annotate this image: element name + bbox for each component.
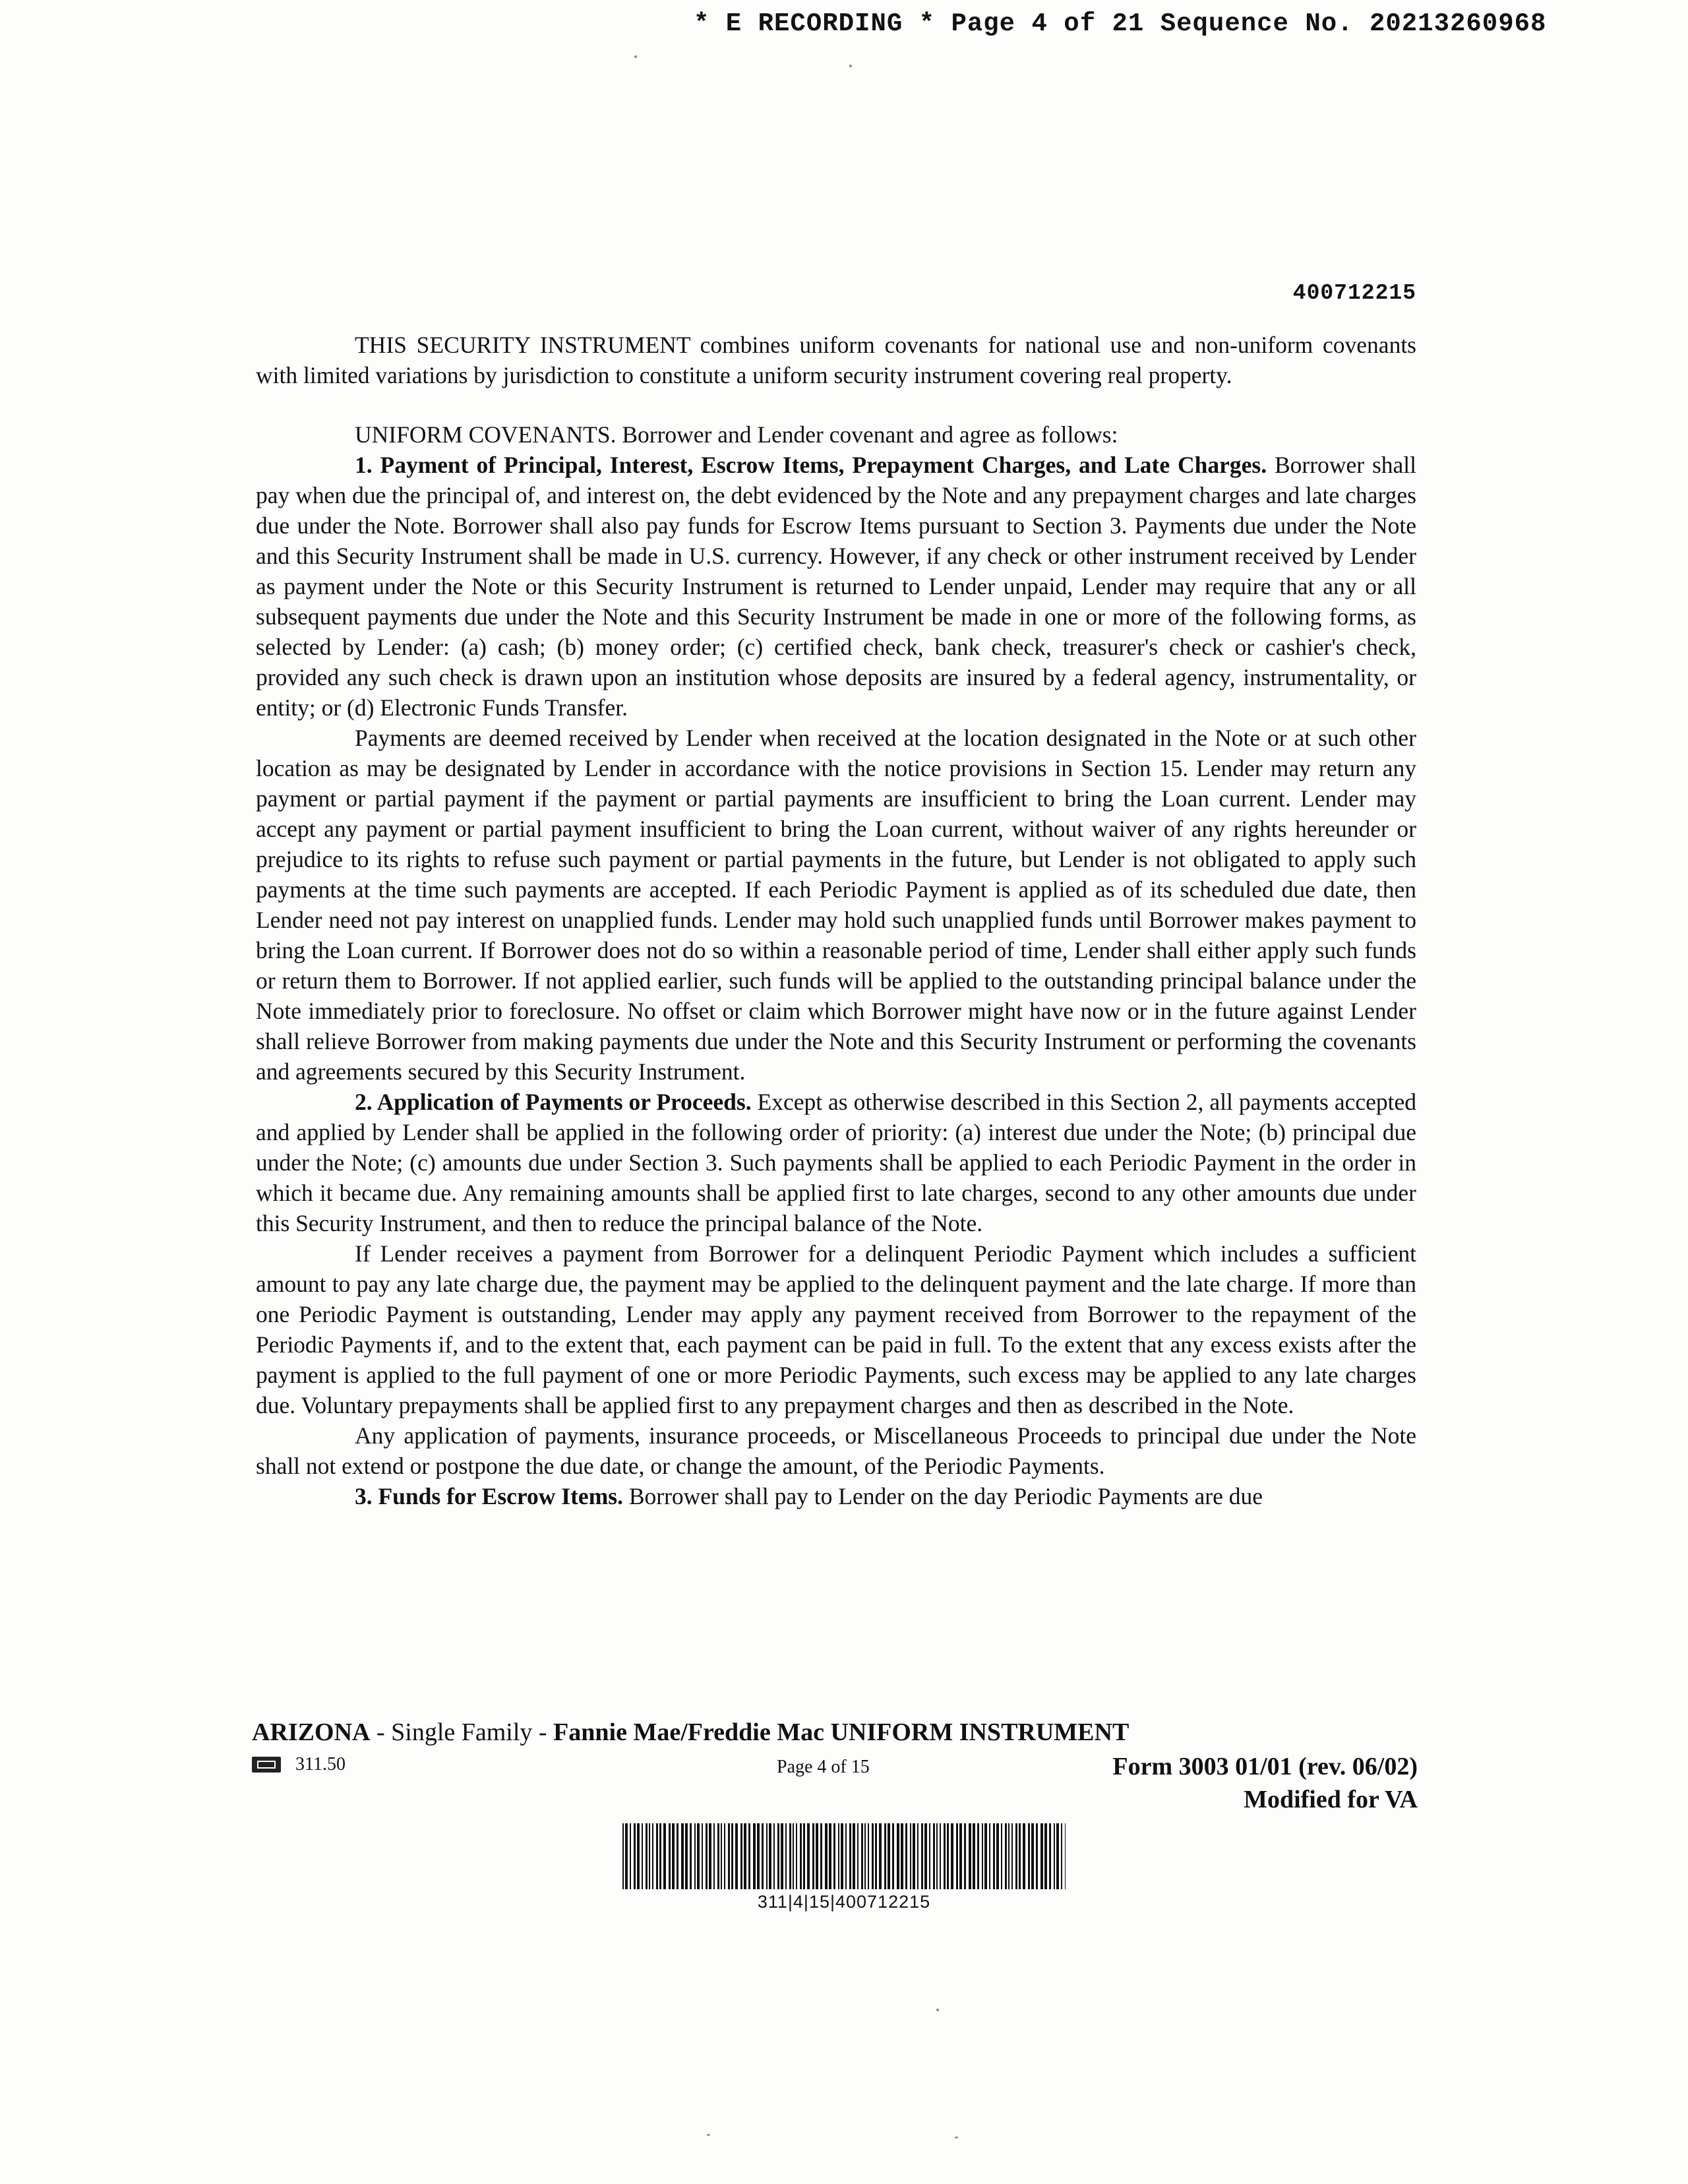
barcode-bar xyxy=(872,1823,874,1889)
barcode-bar xyxy=(1061,1823,1062,1889)
form-code xyxy=(252,1754,346,1775)
barcode-bar xyxy=(1036,1823,1038,1889)
barcode-bar xyxy=(757,1823,760,1889)
barcode-bar xyxy=(829,1823,831,1889)
barcode-bar xyxy=(713,1823,715,1889)
barcode-bar xyxy=(669,1823,671,1889)
barcode-bar xyxy=(685,1823,688,1889)
paragraph xyxy=(256,723,1416,1087)
barcode-bar xyxy=(800,1823,802,1889)
barcode-bar xyxy=(762,1823,764,1889)
barcode-bar xyxy=(910,1823,911,1889)
modified-note: Modified for VA xyxy=(1244,1786,1418,1813)
document-body xyxy=(256,330,1416,1511)
barcode-bar xyxy=(807,1823,810,1889)
paragraph-text: Borrower shall pay when due the principal of, and interest on, the debt evidenced by the Note and any prepayment charges and late charges due under the Note. Borrower shall also pay funds for Escrow Items pursuant to Section 3. Payments due under the Note and this Security Instrument shall be made in U.S. currency. However, if any check or other instrument received by Lender as payment under the Note or this Security Instrument is returned to Lender unpaid, Lender may require that any or all subsequent payments due under the Note and this Security Instrument be made in one or more of the following forms, as selected by Lender: (a) cash; (b) money order; (c) certified check, bank check, treasurer's check or cashier's check, provided any such check is drawn upon an institution whose deposits are insured by a federal agency, instrumentality, or entity; or (d) Electronic Funds Transfer. xyxy=(256,452,1416,721)
barcode-bar xyxy=(1005,1823,1007,1889)
barcode-bar xyxy=(769,1823,771,1889)
barcode-bar xyxy=(681,1823,684,1889)
barcode-block xyxy=(620,1823,1068,1912)
barcode-bar xyxy=(709,1823,711,1889)
barcode-bar xyxy=(977,1823,979,1889)
barcode-bar xyxy=(1044,1823,1047,1889)
barcode-bar xyxy=(1054,1823,1055,1889)
barcode-bar xyxy=(951,1823,953,1889)
form-state: ARIZONA xyxy=(252,1718,371,1746)
barcode-bar xyxy=(652,1823,653,1889)
section-heading: 2. Application of Payments or Proceeds. xyxy=(355,1089,752,1115)
barcode-bar xyxy=(861,1823,863,1889)
barcode-bar xyxy=(868,1823,869,1889)
barcode-bar xyxy=(845,1823,847,1889)
barcode-bar xyxy=(773,1823,775,1889)
barcode-bar xyxy=(825,1823,828,1889)
barcode-bar xyxy=(1001,1823,1002,1889)
paragraph xyxy=(256,1481,1416,1511)
scan-speck xyxy=(707,2134,710,2136)
barcode-bar xyxy=(717,1823,719,1889)
barcode-text: 311|4|15|400712215 xyxy=(757,1892,931,1912)
barcode-bar xyxy=(838,1823,839,1889)
barcode-bar xyxy=(1065,1823,1066,1889)
barcode-bar xyxy=(875,1823,877,1889)
barcode-bar xyxy=(984,1823,987,1889)
barcode-bar xyxy=(642,1823,643,1889)
form-code-number: 311.50 xyxy=(295,1754,346,1774)
form-title-bold: Fannie Mae/Freddie Mac UNIFORM INSTRUMENT xyxy=(553,1718,1130,1746)
form-number: Form 3003 01/01 (rev. 06/02) xyxy=(1112,1753,1418,1780)
paragraph xyxy=(256,450,1416,723)
barcode-bar xyxy=(1056,1823,1059,1889)
barcode-bar xyxy=(940,1823,941,1889)
barcode-bar xyxy=(905,1823,907,1889)
barcode-bar xyxy=(728,1823,730,1889)
barcode-bar xyxy=(959,1823,962,1889)
barcode-bar xyxy=(663,1823,666,1889)
barcode-bar xyxy=(933,1823,935,1889)
paragraph xyxy=(256,419,1416,450)
barcode-bar xyxy=(879,1823,882,1889)
barcode-bar xyxy=(1040,1823,1043,1889)
paragraph-text: Borrower shall pay to Lender on the day Periodic Payments are due xyxy=(622,1483,1263,1509)
barcode-bar xyxy=(816,1823,818,1889)
paragraph-text: UNIFORM COVENANTS. Borrower and Lender covenant and agree as follows: xyxy=(355,421,1118,448)
barcode-bar xyxy=(812,1823,814,1889)
barcode-bar xyxy=(697,1823,700,1889)
scan-speck xyxy=(849,65,852,67)
form-title-plain: - Single Family - xyxy=(370,1718,554,1746)
barcode-bar xyxy=(803,1823,805,1889)
barcode-bar xyxy=(766,1823,768,1889)
form-number-block xyxy=(1112,1750,1418,1816)
barcode-bar xyxy=(753,1823,756,1889)
barcode-bar xyxy=(1019,1823,1021,1889)
barcode-bar xyxy=(1049,1823,1051,1889)
barcode-bar xyxy=(789,1823,791,1889)
barcode-bar xyxy=(781,1823,783,1889)
barcode-bar xyxy=(748,1823,750,1889)
barcode-bar xyxy=(996,1823,999,1889)
form-title xyxy=(252,1718,1129,1747)
barcode-bar xyxy=(936,1823,938,1889)
barcode-bar xyxy=(853,1823,855,1889)
barcode-bar xyxy=(982,1823,983,1889)
barcode-bar xyxy=(929,1823,930,1889)
barcode-bar xyxy=(721,1823,722,1889)
barcode-bar xyxy=(785,1823,787,1889)
section-heading: 1. Payment of Principal, Interest, Escrow Items, Prepayment Charges, and Late Charges. xyxy=(355,452,1267,478)
barcode-bar xyxy=(857,1823,859,1889)
barcode-bar xyxy=(1028,1823,1030,1889)
paragraph-text: If Lender receives a payment from Borrower for a delinquent Periodic Payment which includes a sufficient amount to pay any late charge due, the payment may be applied to the delinquent payment and the late charge. If more than one Periodic Payment is outstanding, Lender may apply any payment received from Borrower to the repayment of the Periodic Payments if, and to the extent that, each payment can be paid in full. To the extent that any excess exists after the payment is applied to the full payment of one or more Periodic Payments, such excess may be applied to any late charges due. Voluntary prepayments shall be applied first to any prepayment charges and then as described in the Note. xyxy=(256,1240,1416,1418)
barcode-bar xyxy=(833,1823,835,1889)
paragraph xyxy=(256,1238,1416,1420)
printer-logo-icon xyxy=(252,1757,281,1773)
barcode-bar xyxy=(964,1823,966,1889)
barcode-bar xyxy=(888,1823,890,1889)
barcode-bar xyxy=(1023,1823,1025,1889)
barcode-bar xyxy=(924,1823,927,1889)
barcode-bar xyxy=(913,1823,915,1889)
paragraph xyxy=(256,330,1416,390)
barcode-bar xyxy=(724,1823,725,1889)
scan-speck xyxy=(955,2137,958,2138)
barcode-bar xyxy=(1008,1823,1010,1889)
barcode-icon xyxy=(620,1823,1068,1889)
barcode-bar xyxy=(625,1823,628,1889)
barcode-bar xyxy=(820,1823,822,1889)
barcode-bar xyxy=(777,1823,779,1889)
barcode-bar xyxy=(969,1823,971,1889)
barcode-bar xyxy=(864,1823,866,1889)
paragraph-text: Payments are deemed received by Lender when received at the location designated in the Note or at such other location as may be designated by Lender in accordance with the notice provisions in Section 15. Lender may return any payment or partial payment if the payment or partial payments are insufficient to bring the Loan current. Lender may accept any payment or partial payment insufficient to bring the Loan current, without waiver of any rights hereunder or prejudice to its rights to refuse such payment or partial payments in the future, but Lender is not obligated to apply such payments at the time such payments are accepted. If each Periodic Payment is applied as of its scheduled due date, then Lender need not pay interest on unapplied funds. Lender may hold such unapplied funds until Borrower makes payment to bring the Loan current. If Borrower does not do so within a reasonable period of time, Lender shall either apply such funds or return them to Borrower. If not applied earlier, such funds will be applied to the outstanding principal balance under the Note immediately prior to foreclosure. No offset or claim which Borrower might have now or in the future against Lender shall relieve Borrower from making payments due under the Note and this Security Instrument or performing the covenants and agreements secured by this Security Instrument. xyxy=(256,725,1416,1085)
barcode-bar xyxy=(793,1823,794,1889)
barcode-bar xyxy=(944,1823,946,1889)
barcode-bar xyxy=(884,1823,886,1889)
barcode-bar xyxy=(646,1823,648,1889)
barcode-bar xyxy=(649,1823,650,1889)
paragraph xyxy=(256,1087,1416,1238)
paragraph-text: Any application of payments, insurance proceeds, or Miscellaneous Proceeds to principal due under the Note shall not extend or postpone the due date, or change the amount, of the Periodic Payments. xyxy=(256,1422,1416,1479)
paragraph xyxy=(256,1420,1416,1481)
barcode-bar xyxy=(622,1823,624,1889)
barcode-bar xyxy=(690,1823,692,1889)
scan-speck xyxy=(634,55,637,58)
barcode-bar xyxy=(731,1823,733,1889)
barcode-bar xyxy=(694,1823,696,1889)
barcode-bar xyxy=(989,1823,990,1889)
scan-speck xyxy=(936,2009,939,2011)
barcode-bar xyxy=(656,1823,658,1889)
paragraph-text: THIS SECURITY INSTRUMENT combines uniform covenants for national use and non-uniform covenants with limited variations by jurisdiction to constitute a uniform security instrument covering real property. xyxy=(256,332,1416,388)
barcode-bar xyxy=(921,1823,923,1889)
barcode-bar xyxy=(796,1823,797,1889)
barcode-bar xyxy=(702,1823,703,1889)
barcode-bar xyxy=(956,1823,958,1889)
paragraph-text: Except as otherwise described in this Section 2, all payments accepted and applied by Lender shall be applied in the following order of priority: (a) interest due under the Note; (b) principal due under the Note; (c) amounts due under Section 3. Such payments shall be applied to each Periodic Payment in the order in which it became due. Any remaining amounts shall be applied first to late charges, second to any other amounts due under this Security Instrument, and then to reduce the principal balance of the Note. xyxy=(256,1089,1416,1236)
barcode-bar xyxy=(849,1823,851,1889)
barcode-bar xyxy=(634,1823,636,1889)
barcode-bar xyxy=(677,1823,678,1889)
barcode-bar xyxy=(917,1823,919,1889)
barcode-bar xyxy=(735,1823,738,1889)
barcode-bar xyxy=(744,1823,746,1889)
barcode-bar xyxy=(740,1823,742,1889)
recording-banner: * E RECORDING * Page 4 of 21 Sequence No. 20213260968 xyxy=(694,9,1547,38)
barcode-bar xyxy=(993,1823,995,1889)
barcode-bar xyxy=(659,1823,661,1889)
loan-number: 400712215 xyxy=(1292,281,1416,305)
barcode-bar xyxy=(947,1823,949,1889)
barcode-bar xyxy=(1031,1823,1034,1889)
page-number: Page 4 of 15 xyxy=(777,1757,870,1777)
barcode-bar xyxy=(897,1823,899,1889)
barcode-bar xyxy=(630,1823,631,1889)
barcode-bar xyxy=(1011,1823,1013,1889)
barcode-bar xyxy=(841,1823,843,1889)
barcode-bar xyxy=(706,1823,708,1889)
barcode-bar xyxy=(901,1823,903,1889)
barcode-bar xyxy=(973,1823,975,1889)
barcode-bar xyxy=(892,1823,894,1889)
barcode-bar xyxy=(637,1823,640,1889)
barcode-bar xyxy=(1015,1823,1017,1889)
barcode-bar xyxy=(672,1823,675,1889)
section-heading: 3. Funds for Escrow Items. xyxy=(355,1483,623,1509)
